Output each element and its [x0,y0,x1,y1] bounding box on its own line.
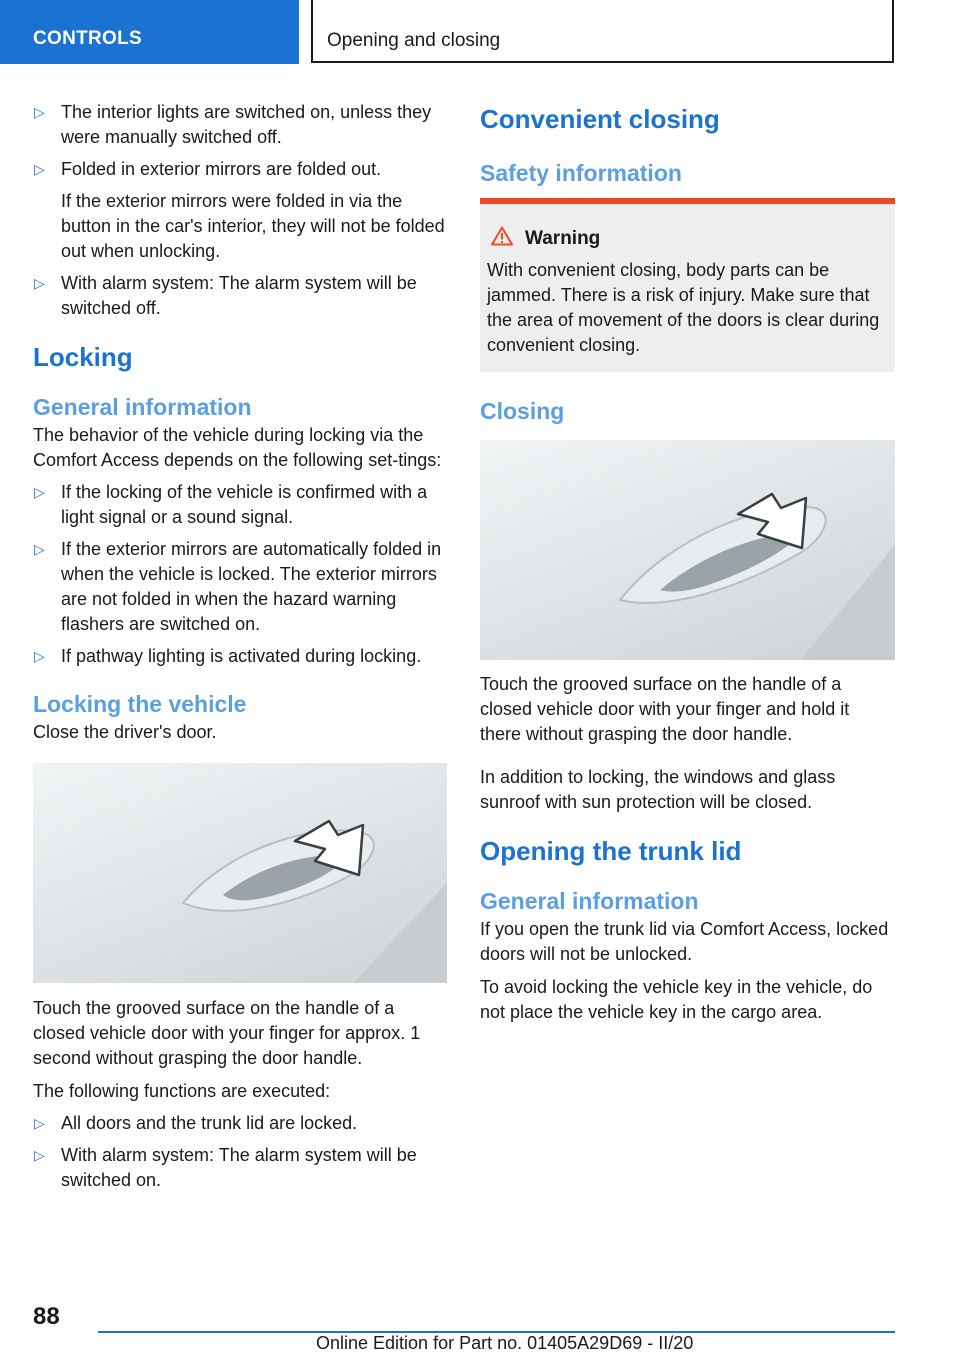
door-handle-image [33,763,447,983]
triangle-right-icon: ▷ [34,161,45,177]
list-item-note: If the exterior mirrors were folded in via the button in the car's interior, they will not be folded out when unlocking. [61,191,445,261]
locking-vehicle-heading: Locking the vehicle [33,691,247,717]
functions-list [33,1111,447,1193]
general-info-text: The behavior of the vehicle during locking via the Comfort Access depends on the following set-tings: [33,425,442,470]
list-item: ▷ All doors and the trunk lid are locked. [33,1111,447,1136]
door-handle-image [480,440,895,660]
header-title-box [311,0,894,63]
header-section-tab [0,0,299,64]
general-info-list [33,480,447,669]
triangle-right-icon: ▷ [34,648,45,664]
list-item: ▷ With alarm system: The alarm system will be switched off. [34,273,417,318]
list-item: ▷ With alarm system: The alarm system will be switched on. [34,1145,417,1190]
general-info-heading: General information [33,394,252,420]
triangle-right-icon: ▷ [34,275,45,291]
trunk-lid-heading: Opening the trunk lid [480,836,742,866]
list-item: ▷ If pathway lighting is activated during locking. [33,644,447,669]
list-item: ▷ The interior lights are switched on, unless they were manually switched off. [34,102,432,147]
triangle-right-icon: ▷ [34,104,45,120]
functions-intro-text: The following functions are executed: [33,1081,331,1101]
intro-list [33,100,447,321]
warning-title: Warning [525,228,601,249]
trunk-general-info-heading: General information [480,888,699,914]
locking-heading: Locking [33,342,133,372]
door-handle-illustration [33,763,447,983]
page-number: 88 [33,1303,60,1330]
list-item: ▷ Folded in exterior mirrors are folded out. If the exterior mirrors were folded in via the button in the car's interior, they will not be folded out when unlocking. [33,157,447,264]
locking-vehicle-text: Close the driver's door. [33,722,217,742]
left-column [33,100,447,1193]
header-title: Opening and closing [327,30,501,51]
trunk-text-2: To avoid locking the vehicle key in the vehicle, do not place the vehicle key in the cargo area. [480,977,873,1022]
closing-text-2: In addition to locking, the windows and glass sunroof with sun protection will be closed. [480,767,836,812]
touch-instruction-text: Touch the grooved surface on the handle of a closed vehicle door with your finger for approx. 1 second without grasping the door handle. [33,998,421,1068]
triangle-right-icon: ▷ [34,541,45,557]
warning-triangle-icon [491,226,513,252]
safety-info-heading: Safety information [480,160,682,186]
footer-edition: Online Edition for Part no. 01405A29D69 - II/20 [316,1333,694,1353]
trunk-text-1: If you open the trunk lid via Comfort Access, locked doors will not be unlocked. [480,919,889,964]
closing-heading: Closing [480,398,565,424]
triangle-right-icon: ▷ [34,1115,45,1131]
convenient-closing-heading: Convenient closing [480,104,720,134]
warning-box [480,198,895,372]
door-handle-illustration [480,440,895,660]
right-column [480,100,895,1025]
triangle-right-icon: ▷ [34,1147,45,1163]
list-item: ▷ If the locking of the vehicle is confirmed with a light signal or a sound signal. [34,482,428,527]
triangle-right-icon: ▷ [34,484,45,500]
list-item: ▷ If the exterior mirrors are automatically folded in when the vehicle is locked. The exterior mirrors are not folded in when the hazard warning flashers are switched on. [34,539,442,634]
warning-text: With convenient closing, body parts can be jammed. There is a risk of injury. Make sure that the area of movement of the doors is clear during convenient closing. [487,260,880,355]
header-section-label: CONTROLS [33,28,143,49]
closing-text-1: Touch the grooved surface on the handle of a closed vehicle door with your finger and hold it there without grasping the door handle. [480,674,850,744]
